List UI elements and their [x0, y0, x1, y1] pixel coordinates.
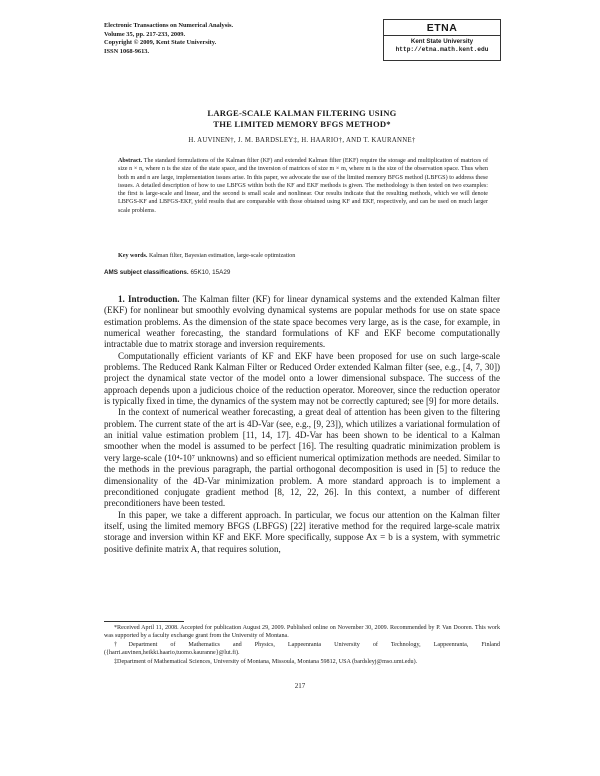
section-heading: 1. Introduction.	[118, 294, 180, 304]
paper-title	[104, 108, 500, 129]
page-number: 217	[294, 682, 306, 690]
footnote-lappeenranta: †Department of Mathematics and Physics, Lappeenranta University of Technology, Lappeenranta, Finland ({harri.auvinen,heikki.haario,tuomo.kauranne}@lut.fi).	[104, 642, 500, 656]
issn: ISSN 1068-9613.	[104, 47, 150, 55]
intro-paragraph-2: Computationally efficient variants of KF and EKF have been proposed for use on such large-scale problems. The Reduced Rank Kalman Filter or Reduced Order extended Kalman filter (see, e.g., [4, 7, 30]) project the dynamical state vector of the model onto a lower dimensional subspace. The success of the approach depends upon a judicious choice of the reduction operator. Moreover, since the reduction operator is typically fixed in time, the dynamics of the system may not be correctly captured; see [9] for more details.	[104, 350, 500, 407]
etna-university: Kent State University	[410, 38, 474, 45]
intro-p1-text: The Kalman filter (KF) for linear dynamical systems and the extended Kalman filter (EKF) for nonlinear but smoothly evolving dynamical systems are popular methods for use on state space estimation problems. As the dimension of the state space becomes very large, as is the case, for example, in numerical weather forecasting, the standard formulations of KF and EKF become computationally intractable due to matrix storage and inversion requirements.	[104, 294, 501, 350]
introduction	[104, 294, 500, 555]
title-line-2: THE LIMITED MEMORY BFGS METHOD*	[213, 118, 391, 129]
etna-box	[383, 19, 501, 61]
intro-paragraph-1	[104, 294, 500, 351]
authors: H. AUVINEN†, J. M. BARDSLEY‡, H. HAARIO†, AND T. KAURANNE†	[188, 137, 416, 144]
abstract-label: Abstract.	[118, 158, 143, 164]
etna-url[interactable]: http://etna.math.kent.edu	[395, 46, 489, 53]
intro-paragraph-4: In this paper, we take a different approach. In particular, we focus our attention on the Kalman filter itself, using the limited memory BFGS (LBFGS) [22] iterative method for the required large-scale matrix storage and inversion within KF and EKF. More specifically, suppose Ax = b is a system, with symmetric positive definite matrix A, that requires solution,	[104, 509, 500, 554]
etna-rule	[384, 35, 500, 36]
ams-text: 65K10, 15A29	[190, 269, 231, 276]
etna-title: ETNA	[426, 22, 458, 34]
journal-name: Electronic Transactions on Numerical Analysis.	[104, 22, 234, 29]
journal-info	[104, 22, 233, 56]
keywords-text: Kalman filter, Bayesian estimation, large-scale optimization	[148, 253, 296, 259]
footnotes	[104, 624, 500, 667]
copyright: Copyright © 2009, Kent State University.	[104, 39, 217, 47]
volume-pages: Volume 35, pp. 217-233, 2009.	[104, 30, 186, 38]
footnote-rule	[104, 621, 184, 622]
keywords	[118, 252, 488, 260]
ams-label: AMS subject classifications.	[104, 269, 189, 276]
footnote-received: *Received April 11, 2008. Accepted for publication August 29, 2009. Published online on November 30, 2009. Recommended by P. Van Dooren. This work was supported by a faculty exchange grant from the University of Montana.	[104, 625, 500, 639]
ams-classifications	[104, 269, 500, 276]
keywords-label: Key words.	[118, 253, 148, 259]
abstract-text: The standard formulations of the Kalman filter (KF) and extended Kalman filter (EKF) require the storage and multiplication of matrices of size n × n, where n is the size of the state space, and the inversion of matrices of size m × m, where m is the size of the observation space. Thus when both m and n are large, implementation issues arise. In this paper, we advocate the use of the limited memory BFGS method (LBFGS) to address these issues. A detailed description of how to use LBFGS within both the KF and EKF methods is given. The methodology is then tested on two examples: the first is large-scale and linear, and the second is small scale and nonlinear. Our results indicate that the resulting methods, which we will denote LBFGS-KF and LBFGS-EKF, yield results that are comparable with those obtained using KF and EKF, respectively, and can be used on much larger scale problems.	[118, 158, 488, 214]
title-line-1: LARGE-SCALE KALMAN FILTERING USING	[207, 108, 397, 118]
intro-paragraph-3: In the context of numerical weather forecasting, a great deal of attention has been given to the filtering problem. The current state of the art is 4D-Var (see, e.g., [9, 23]), which utilizes a variational formulation of an initial value estimation problem [11, 14, 17]. 4D-Var has been shown to be identical to a Kalman smoother when the model is assumed to be perfect [16]. The resulting quadratic minimization problem is very large-scale (10⁴-10⁷ unknowns) and so efficient numerical optimization methods are needed. Similar to the methods in the previous paragraph, the partial orthogonal decomposition is used in [5] to reduce the dimensionality of the 4D-Var minimization problem. A more standard approach is to implement a preconditioned conjugate gradient method [8, 12, 22, 26]. In this context, a number of different preconditioners have been tested.	[104, 407, 500, 509]
footnote-montana: ‡Department of Mathematical Sciences, University of Montana, Missoula, Montana 59812, USA (bardsleyj@mso.umt.edu).	[114, 659, 418, 665]
abstract	[118, 157, 488, 215]
